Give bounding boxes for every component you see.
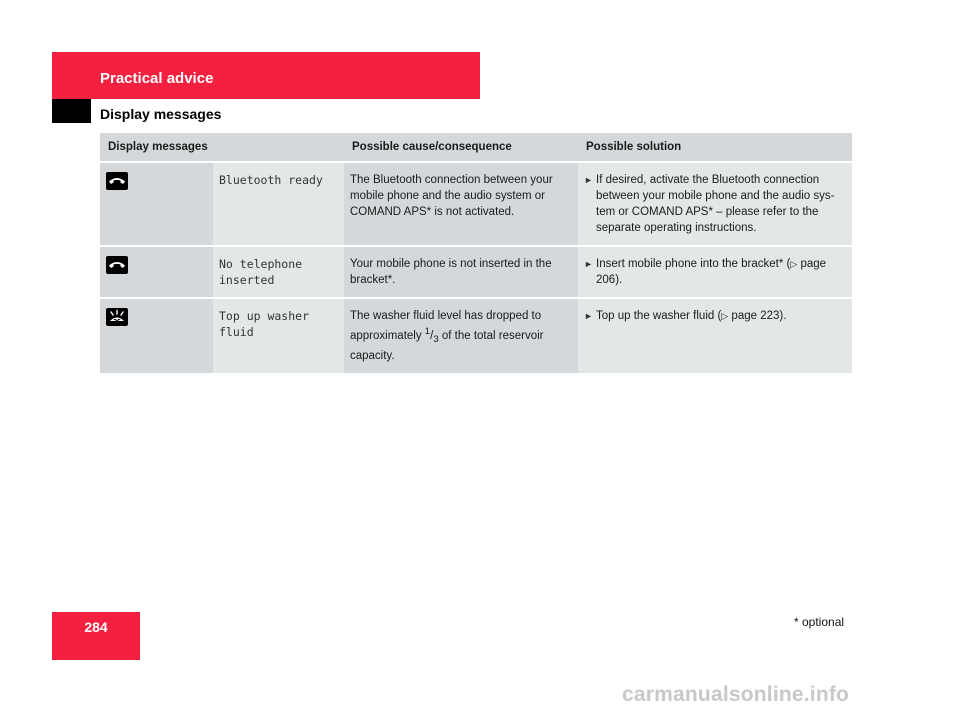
cause-cell: The washer fluid level has dropped to approximately $^1/_3$ of the total reservoir capacity. [344, 297, 578, 373]
message-text: Top up washer fluid [213, 297, 344, 373]
bullet-arrow-icon: ► [584, 175, 593, 185]
icon-cell [100, 161, 213, 245]
cause-text: The washer fluid level has dropped to approximately [350, 310, 542, 342]
page-ref-arrow-icon: ▷ [721, 311, 729, 321]
fraction-numerator: 1 [424, 326, 431, 337]
page-reference-link[interactable]: page 206 [596, 258, 827, 286]
table-row [100, 161, 852, 245]
solution-cell [578, 161, 852, 245]
column-header-display-messages: Display messages [100, 133, 344, 161]
solution-item [584, 308, 844, 324]
solution-text: Insert mobile phone into the bracket* ( [596, 258, 791, 270]
bullet-arrow-icon: ► [584, 311, 593, 321]
page-ref-arrow-icon: ▷ [790, 259, 798, 269]
message-text: Bluetooth ready [213, 161, 344, 245]
phone-icon [106, 256, 128, 274]
cause-text-end: of the total reservoir capacity. [350, 329, 544, 363]
solution-text: Top up the washer fluid ( [596, 310, 722, 322]
page-number: 284 [52, 612, 140, 660]
solution-cell [578, 245, 852, 297]
section-title: Display messages [100, 106, 222, 122]
solution-item [584, 256, 844, 288]
solution-cell [578, 297, 852, 373]
cause-text: Your mobile phone is not inserted in the bracket*. [344, 245, 578, 297]
table-row [100, 245, 852, 297]
phone-icon [106, 172, 128, 190]
page-reference-link[interactable]: page 223 [731, 310, 780, 322]
cause-text: The Bluetooth connection between your mobile phone and the audio system or COMAND APS* is not activated. [344, 161, 578, 245]
column-header-solution: Possible solution [578, 133, 852, 161]
icon-cell [100, 245, 213, 297]
message-text: No telephone inserted [213, 245, 344, 297]
display-messages-table [100, 133, 852, 373]
solution-text: If desired, activate the Bluetooth connection between your mobile phone and the audio sys- tem or COMAND APS* – please refer to the separate operating instructions. [596, 174, 835, 234]
table-header-row [100, 133, 852, 161]
optional-note: * optional [794, 615, 845, 629]
column-header-cause: Possible cause/consequence [344, 133, 578, 161]
fraction-denominator: 3 [433, 334, 439, 346]
chapter-title: Practical advice [100, 70, 214, 87]
watermark: carmanualsonline.info [622, 683, 850, 706]
solution-item [584, 172, 844, 236]
table-row [100, 297, 852, 373]
bullet-arrow-icon: ► [584, 259, 593, 269]
washer-fluid-icon [106, 308, 128, 326]
section-marker [52, 99, 91, 123]
solution-text-end: ). [779, 310, 787, 322]
solution-text-end: ). [615, 274, 623, 286]
icon-cell [100, 297, 213, 373]
